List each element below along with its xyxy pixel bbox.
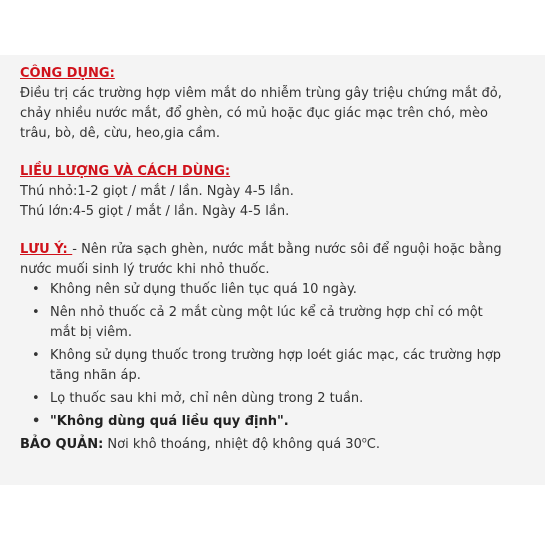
product-description bbox=[20, 64, 510, 455]
list-item: • Lọ thuốc sau khi mở, chỉ nên dùng trong 2 tuần. bbox=[50, 389, 510, 409]
luu-y-heading: LƯU Ý: bbox=[20, 242, 73, 257]
degree-symbol: o bbox=[361, 435, 367, 445]
luu-y-paragraph bbox=[20, 240, 510, 280]
bao-quan-paragraph bbox=[20, 435, 510, 455]
dosage-small-animals: Thú nhỏ:1-2 giọt / mắt / lần. Ngày 4-5 lần. bbox=[20, 184, 294, 199]
cong-dung-text: Điều trị các trường hợp viêm mắt do nhiễm trùng gây triệu chứng mắt đỏ, chảy nhiều nước mắt, đổ ghèn, có mủ hoặc đục giác mạc trên chó, mèo trâu, bò, dê, cừu, heo,gia cầm. bbox=[20, 86, 502, 141]
dosage-large-animals: Thú lớn:4-5 giọt / mắt / lần. Ngày 4-5 lần. bbox=[20, 204, 290, 219]
list-item: • Không sử dụng thuốc trong trường hợp loét giác mạc, các trường hợp tăng nhãn áp. bbox=[50, 346, 510, 386]
section-gap bbox=[20, 222, 510, 240]
list-item: • Không nên sử dụng thuốc liên tục quá 10 ngày. bbox=[50, 280, 510, 300]
section-gap bbox=[20, 144, 510, 162]
luu-y-list bbox=[20, 280, 510, 432]
lieu-luong-heading: LIỀU LƯỢNG VÀ CÁCH DÙNG: bbox=[20, 164, 231, 179]
list-item-warning: • "Không dùng quá liều quy định". bbox=[50, 412, 510, 432]
bao-quan-label: BẢO QUẢN: bbox=[20, 437, 104, 452]
cong-dung-heading: CÔNG DỤNG: bbox=[20, 66, 115, 81]
bao-quan-text: Nơi khô thoáng, nhiệt độ không quá 30 bbox=[103, 437, 362, 452]
temperature-unit: C. bbox=[366, 437, 380, 452]
list-item: • Nên nhỏ thuốc cả 2 mắt cùng một lúc kể cả trường hợp chỉ có một mắt bị viêm. bbox=[50, 303, 510, 343]
luu-y-intro: - Nên rửa sạch ghèn, nước mắt bằng nước sôi để nguội hoặc bằng nước muối sinh lý trước khi nhỏ thuốc. bbox=[20, 242, 502, 277]
